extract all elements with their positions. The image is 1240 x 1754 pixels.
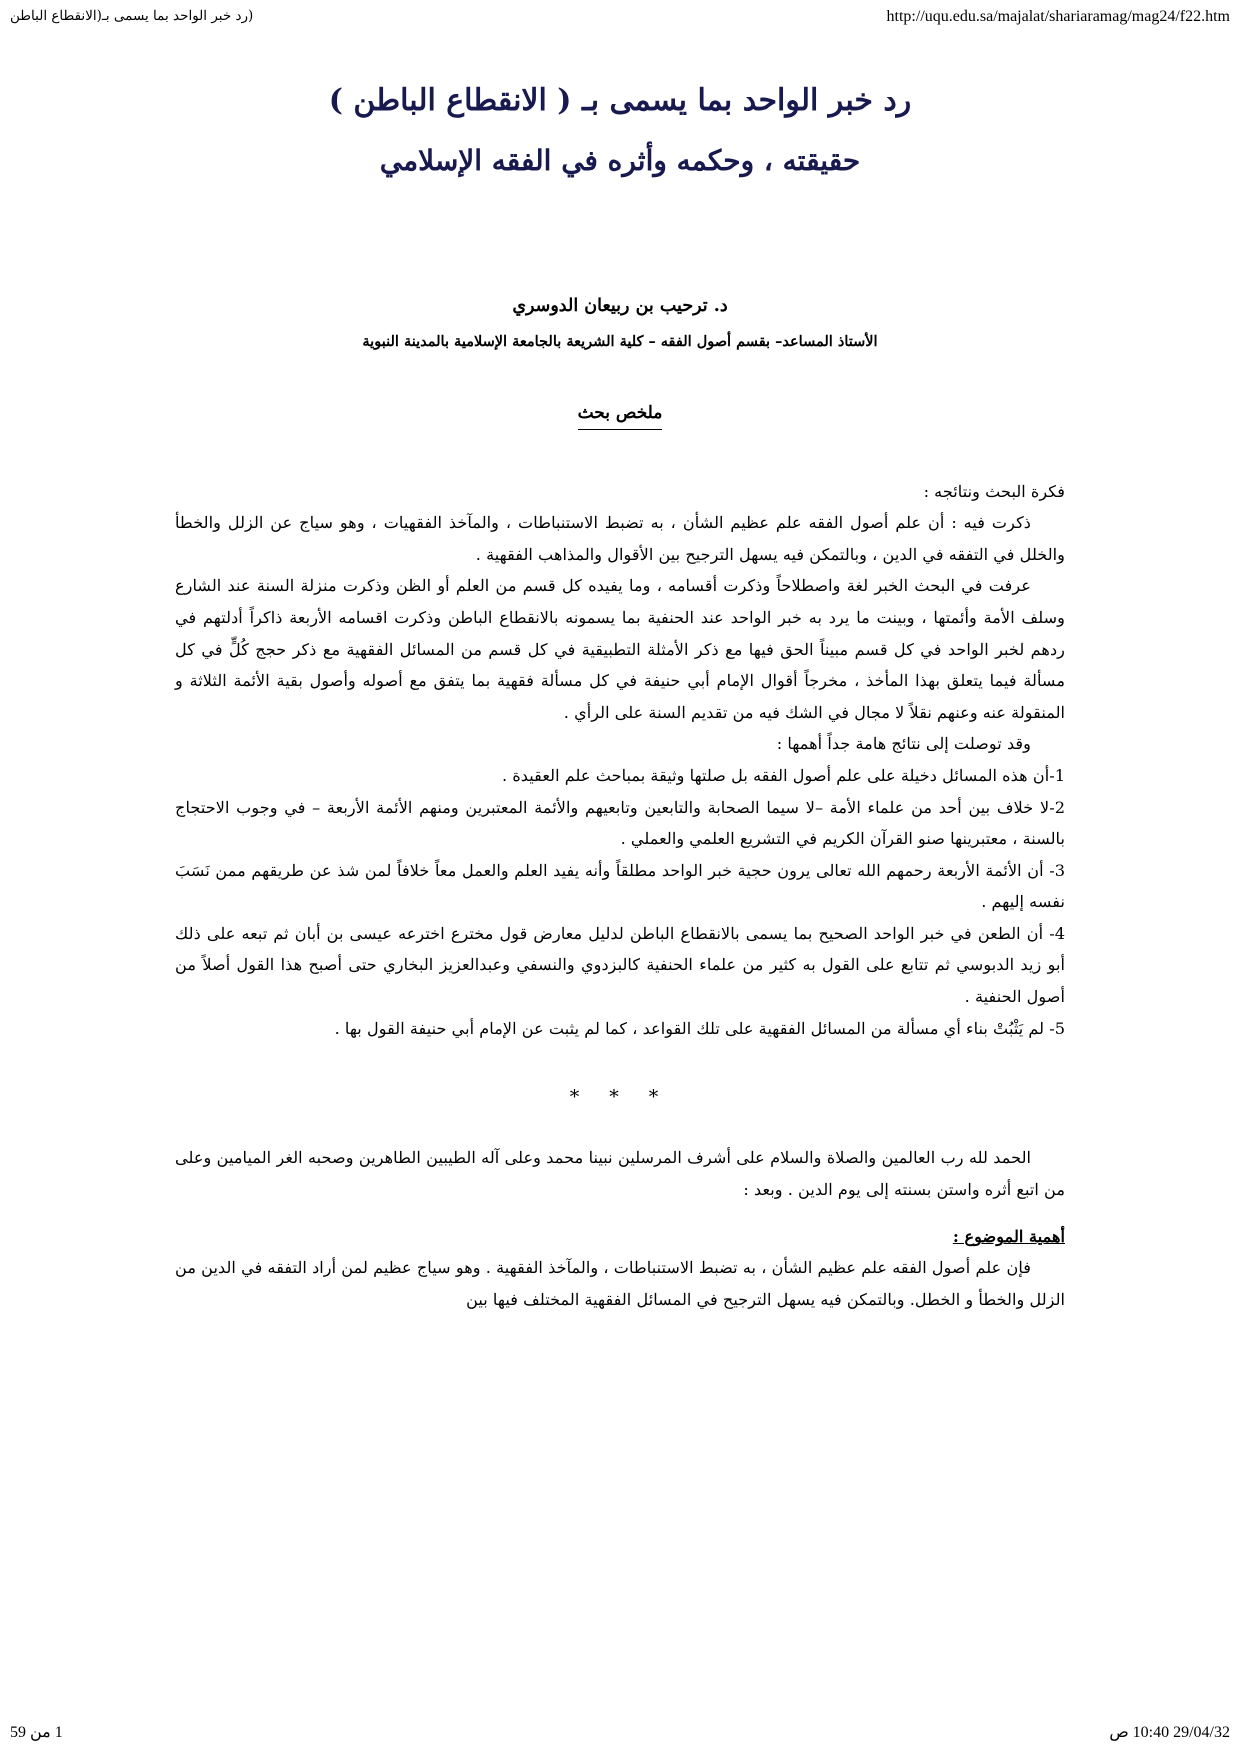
result-item: 4- أن الطعن في خبر الواحد الصحيح بما يسمى بالانقطاع الباطن لدليل معارض قول مخترع اخترعه عيسى بن أبان ثم تبعه على ذلك أبو زيد الدبوسي ثم تتابع على القول به كثير من علماء الحنفية كالبزدوي والنسفي وعبدالعزيز البخاري حتى أصبح هذا القول أصلاً من أصول الحنفية . [175,923,1065,1007]
preface-continuation [175,1252,1065,1315]
preface-body [175,1142,1065,1205]
preface-paragraph: الحمد لله رب العالمين والصلاة والسلام على أشرف المرسلين نبينا محمد وعلى آله الطيبين الطاهرين وصحبه الغر الميامين وعلى من اتبع أثره واستن بسنته إلى يوم الدين . وبعد : [175,1148,1065,1199]
section-heading-importance [175,1227,1065,1246]
abstract-heading-wrapper [175,401,1065,430]
author-affiliation: الأستاذ المساعد– بقسم أصول الفقه – كلية الشريعة بالجامعة الإسلامية بالمدينة النبوية [362,332,878,350]
abstract-lead-line: فكرة البحث ونتائجه : [923,481,1065,501]
print-header-url: http://uqu.edu.sa/majalat/shariaramag/mag24/f22.htm [886,8,1230,25]
result-item: 2-لا خلاف بين أحد من علماء الأمة –لا سيما الصحابة والتابعين وتابعيهم والأئمة المعتبرين ومنهم الأئمة الأربعة – في وجوب الاحتجاج بالسنة ، معتبرينها صنو القرآن الكريم في التشريع العلمي والعملي . [175,797,1065,849]
abstract-paragraph: عرفت في البحث الخبر لغة واصطلاحاً وذكرت أقسامه ، وما يفيده كل قسم من العلم أو الظن وذكرت منزلة السنة عند الشارع وسلف الأمة وأئمتها ، وبينت ما يرد به خبر الواحد عند الحنفية بما يسمونه بالانقطاع الباطن وذكرت اقسامه الأربعة ذاكراً أدلتهم في ردهم لخبر الواحد في كل قسم مبيناً الحق فيها مع ذكر الأمثلة التطبيقية في كل قسم من المسائل الفقهية مع ذكر حجج كُلٍّ في كل مسألة فيما يتعلق بهذا المأخذ ، مخرجاً أقوال الإمام أبي حنيفة في كل مسألة فقهية بما يتفق مع أصوله وأصول بقية الأئمة الثلاثة و المنقولة عنه وعنهم نقلاً لا مجال في الشك فيه من تقديم السنة على الرأي . [175,576,1065,722]
print-footer-page-number: 1 من 59 [10,1724,63,1741]
print-footer [0,1720,1240,1744]
result-item: 3- أن الأئمة الأربعة رحمهم الله تعالى يرون حجية خبر الواحد مطلقاً وأنه يفيد العلم والعمل معاً خلافاً لمن شذ عن طريقهم ممن نَسَبَ نفسه إليهم . [175,860,1065,912]
abstract-heading: ملخص بحث [578,401,663,430]
page-title-line-2: حقيقته ، وحكمه وأثره في الفقه الإسلامي [379,143,861,177]
result-item: 1-أن هذه المسائل دخيلة على علم أصول الفقه بل صلتها وثيقة بمباحث علم العقيدة . [502,765,1065,785]
print-footer-timestamp: 29/04/32 10:40 ص [1109,1724,1230,1741]
page-title [175,78,1065,182]
section-heading-importance-text: أهمية الموضوع : [952,1227,1065,1247]
result-item: 5- لم يَثْبُتْ بناء أي مسألة من المسائل الفقهية على تلك القواعد ، كما لم يثبت عن الإمام أبي حنيفة القول بها . [334,1018,1065,1038]
preface-body-paragraph: فإن علم أصول الفقه علم عظيم الشأن ، به تضبط الاستنباطات ، والمآخذ الفقهية . وهو سياج عظيم لمن أراد التفقه في الدين من الزلل والخطأ و الخطل. وبالتمكن فيه يسهل الترجيح في المسائل الفقهية المختلف فيها بين [175,1258,1065,1310]
abstract-paragraph: وقد توصلت إلى نتائج هامة جداً أهمها : [776,734,1031,754]
abstract-body [175,476,1065,1045]
author-name: د. ترحيب بن ربيعان الدوسري [512,295,728,316]
author-block [175,292,1065,353]
print-header-document-title: (رد خبر الواحد بما يسمى بـ(الانقطاع الباطن [10,8,254,24]
abstract-paragraph: ذكرت فيه : أن علم أصول الفقه علم عظيم الشأن ، به تضبط الاستنباطات ، والمآخذ الفقهيات ، وهو سياج عن الزلل والخطأ والخلل في التفقه في الدين ، وبالتمكن فيه يسهل الترجيح بين الأقوال والمذاهب الفقهية . [175,513,1065,564]
section-separator-stars: * * * [569,1086,671,1109]
page-title-line-1: رد خبر الواحد بما يسمى بـ ( الانقطاع الباطن ) [328,83,912,118]
